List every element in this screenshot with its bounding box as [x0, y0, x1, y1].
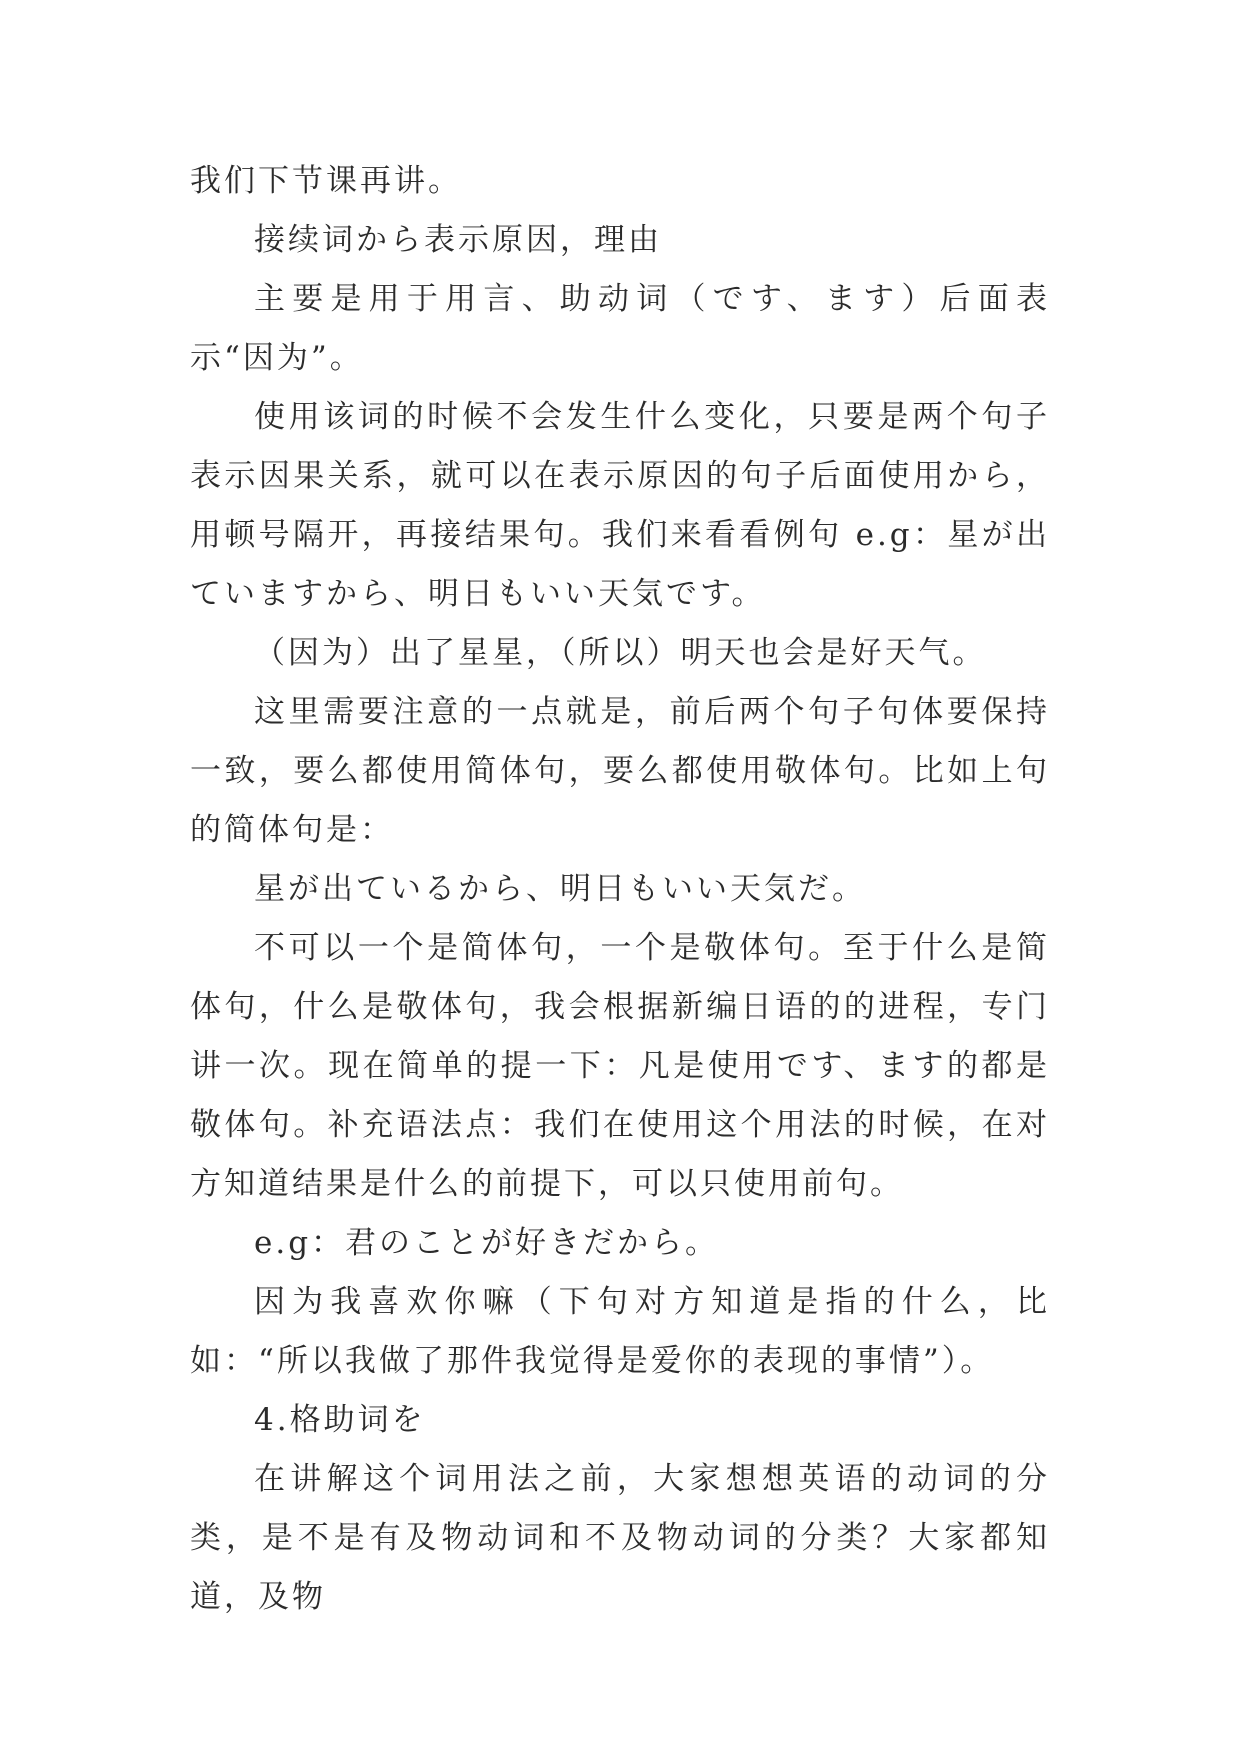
document-page — [190, 152, 1050, 1627]
paragraph-11: 4.格助词を — [254, 1402, 426, 1438]
paragraph-12: 在讲解这个词用法之前，大家想想英语的动词的分类，是不是有及物动词和不及物动词的分类？大家都知道，及物 — [190, 1461, 1050, 1615]
paragraph-2: 接续词から表示原因，理由 — [254, 222, 662, 258]
paragraph-4: 使用该词的时候不会发生什么变化，只要是两个句子表示因果关系，就可以在表示原因的句子后面使用から，用顿号隔开，再接结果句。我们来看看例句 e.g：星が出ていますから、明日もいい天気です。 — [190, 399, 1050, 612]
paragraph-8: 不可以一个是简体句，一个是敬体句。至于什么是简体句，什么是敬体句，我会根据新编日语的的进程，专门讲一次。现在简单的提一下：凡是使用です、ます的都是敬体句。补充语法点：我们在使用这个用法的时候，在对方知道结果是什么的前提下，可以只使用前句。 — [190, 930, 1050, 1202]
paragraph-7: 星が出ているから、明日もいい天気だ。 — [254, 871, 866, 907]
paragraph-10: 因为我喜欢你嘛（下句对方知道是指的什么，比如：“所以我做了那件我觉得是爱你的表现的事情”）。 — [190, 1284, 1050, 1379]
paragraph-5: （因为）出了星星，（所以）明天也会是好天气。 — [254, 635, 987, 671]
paragraph-9: e.g：君のことが好きだから。 — [254, 1225, 720, 1261]
paragraph-6: 这里需要注意的一点就是，前后两个句子句体要保持一致，要么都使用简体句，要么都使用敬体句。比如上句的简体句是： — [190, 694, 1050, 848]
paragraph-3: 主要是用于用言、助动词（です、ます）后面表示“因为”。 — [190, 281, 1050, 376]
paragraph-1: 我们下节课再讲。 — [190, 163, 462, 199]
